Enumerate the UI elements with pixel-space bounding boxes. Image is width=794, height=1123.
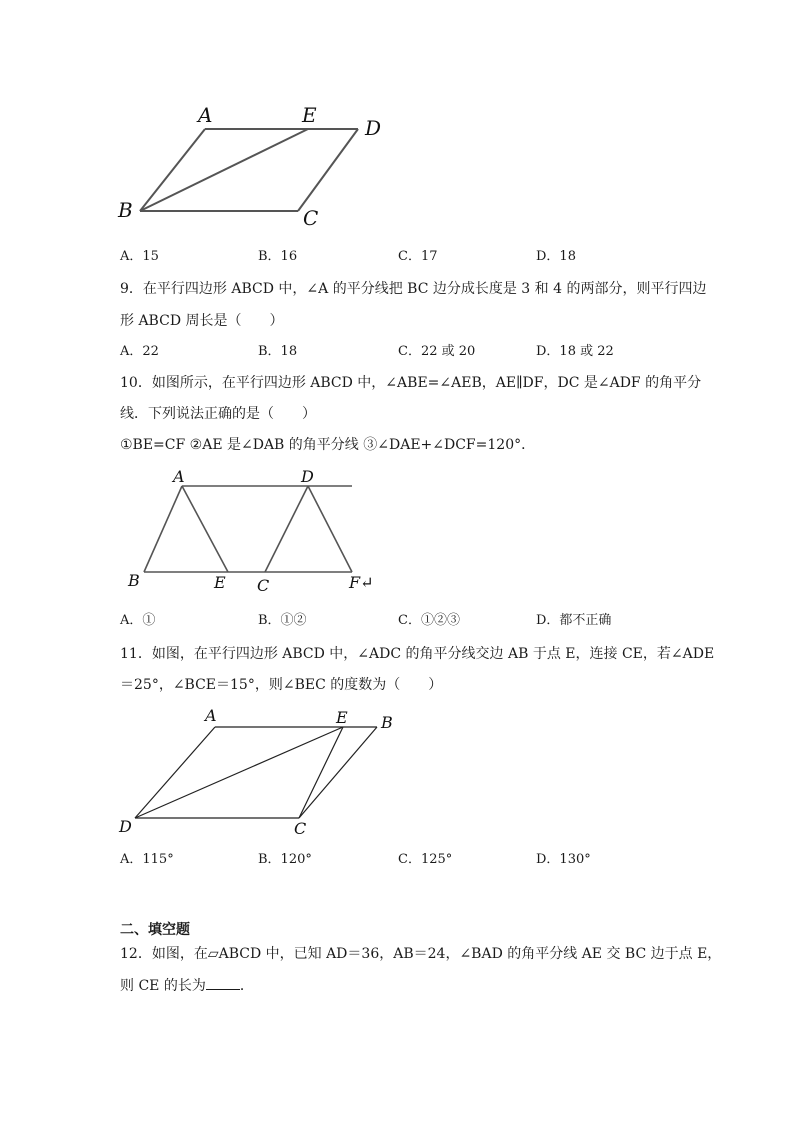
q8-label-d: D bbox=[365, 116, 382, 140]
q10-text-line1: 10．如图所示，在平行四边形 ABCD 中，∠ABE=∠AEB，AE∥DF，DC 是∠ADF 的角平分 bbox=[120, 375, 702, 391]
q11-option-b[interactable]: B．120° bbox=[258, 852, 312, 867]
q8-option-c[interactable]: C．17 bbox=[398, 249, 438, 264]
q10-option-d[interactable]: D．都不正确 bbox=[536, 613, 612, 628]
q10-option-b[interactable]: B．①② bbox=[258, 613, 307, 628]
q10-option-a[interactable]: A．① bbox=[120, 613, 156, 628]
q8-option-b[interactable]: B．16 bbox=[258, 249, 298, 264]
q10-label-c: C bbox=[257, 576, 270, 595]
q10-option-c[interactable]: C．①②③ bbox=[398, 613, 460, 628]
q8-label-e: E bbox=[302, 103, 317, 127]
q10-label-e: E bbox=[214, 573, 226, 592]
q10-figure bbox=[120, 465, 390, 595]
q10-text-line2: 线．下列说法正确的是（ ） bbox=[120, 406, 316, 422]
q11-label-c: C bbox=[294, 819, 307, 838]
q10-label-d: D bbox=[301, 467, 314, 486]
q12-text-line1: 12．如图，在▱ABCD 中，已知 AD＝36，AB＝24，∠BAD 的角平分线 AE 交 BC 边于点 E， bbox=[120, 946, 722, 962]
q11-label-b: B bbox=[381, 713, 393, 732]
q11-option-d[interactable]: D．130° bbox=[536, 852, 591, 867]
q8-figure bbox=[110, 95, 400, 235]
q9-option-b[interactable]: B．18 bbox=[258, 344, 298, 359]
q12-answer-blank[interactable] bbox=[206, 975, 240, 990]
q10-label-f: F↵ bbox=[349, 573, 374, 592]
q8-option-a[interactable]: A．15 bbox=[120, 249, 159, 264]
q11-label-e: E bbox=[336, 708, 348, 727]
q8-option-d[interactable]: D．18 bbox=[536, 249, 576, 264]
q12-text-prefix: 则 CE 的长为 bbox=[120, 978, 206, 994]
q10-label-b: B bbox=[128, 571, 140, 590]
q9-option-d[interactable]: D．18 或 22 bbox=[536, 344, 614, 359]
q11-label-d: D bbox=[119, 817, 132, 836]
q8-label-c: C bbox=[303, 206, 319, 230]
q11-text-line2: ＝25°，∠BCE＝15°，则∠BEC 的度数为（ ） bbox=[120, 677, 443, 693]
q10-label-a: A bbox=[173, 467, 185, 486]
q9-text-line1: 9．在平行四边形 ABCD 中，∠A 的平分线把 BC 边分成长度是 3 和 4 的两部分，则平行四边 bbox=[120, 281, 707, 297]
q12-text-line2 bbox=[120, 975, 254, 996]
q12-text-suffix: ． bbox=[239, 978, 254, 994]
q9-option-a[interactable]: A．22 bbox=[120, 344, 159, 359]
section-fill-in-title: 二、填空题 bbox=[120, 922, 190, 938]
q10-text-line3: ①BE=CF ②AE 是∠DAB 的角平分线 ③∠DAE+∠DCF=120°． bbox=[120, 437, 536, 453]
q9-option-c[interactable]: C．22 或 20 bbox=[398, 344, 476, 359]
q11-option-c[interactable]: C．125° bbox=[398, 852, 453, 867]
q11-option-a[interactable]: A．115° bbox=[120, 852, 174, 867]
q9-text-line2: 形 ABCD 周长是（ ） bbox=[120, 313, 284, 329]
q11-text-line1: 11．如图，在平行四边形 ABCD 中，∠ADC 的角平分线交边 AB 于点 E，连接 CE，若∠ADE bbox=[120, 646, 715, 662]
q11-figure bbox=[115, 705, 405, 840]
q8-label-a: A bbox=[198, 103, 213, 127]
q11-label-a: A bbox=[205, 706, 217, 725]
q8-label-b: B bbox=[118, 198, 133, 222]
